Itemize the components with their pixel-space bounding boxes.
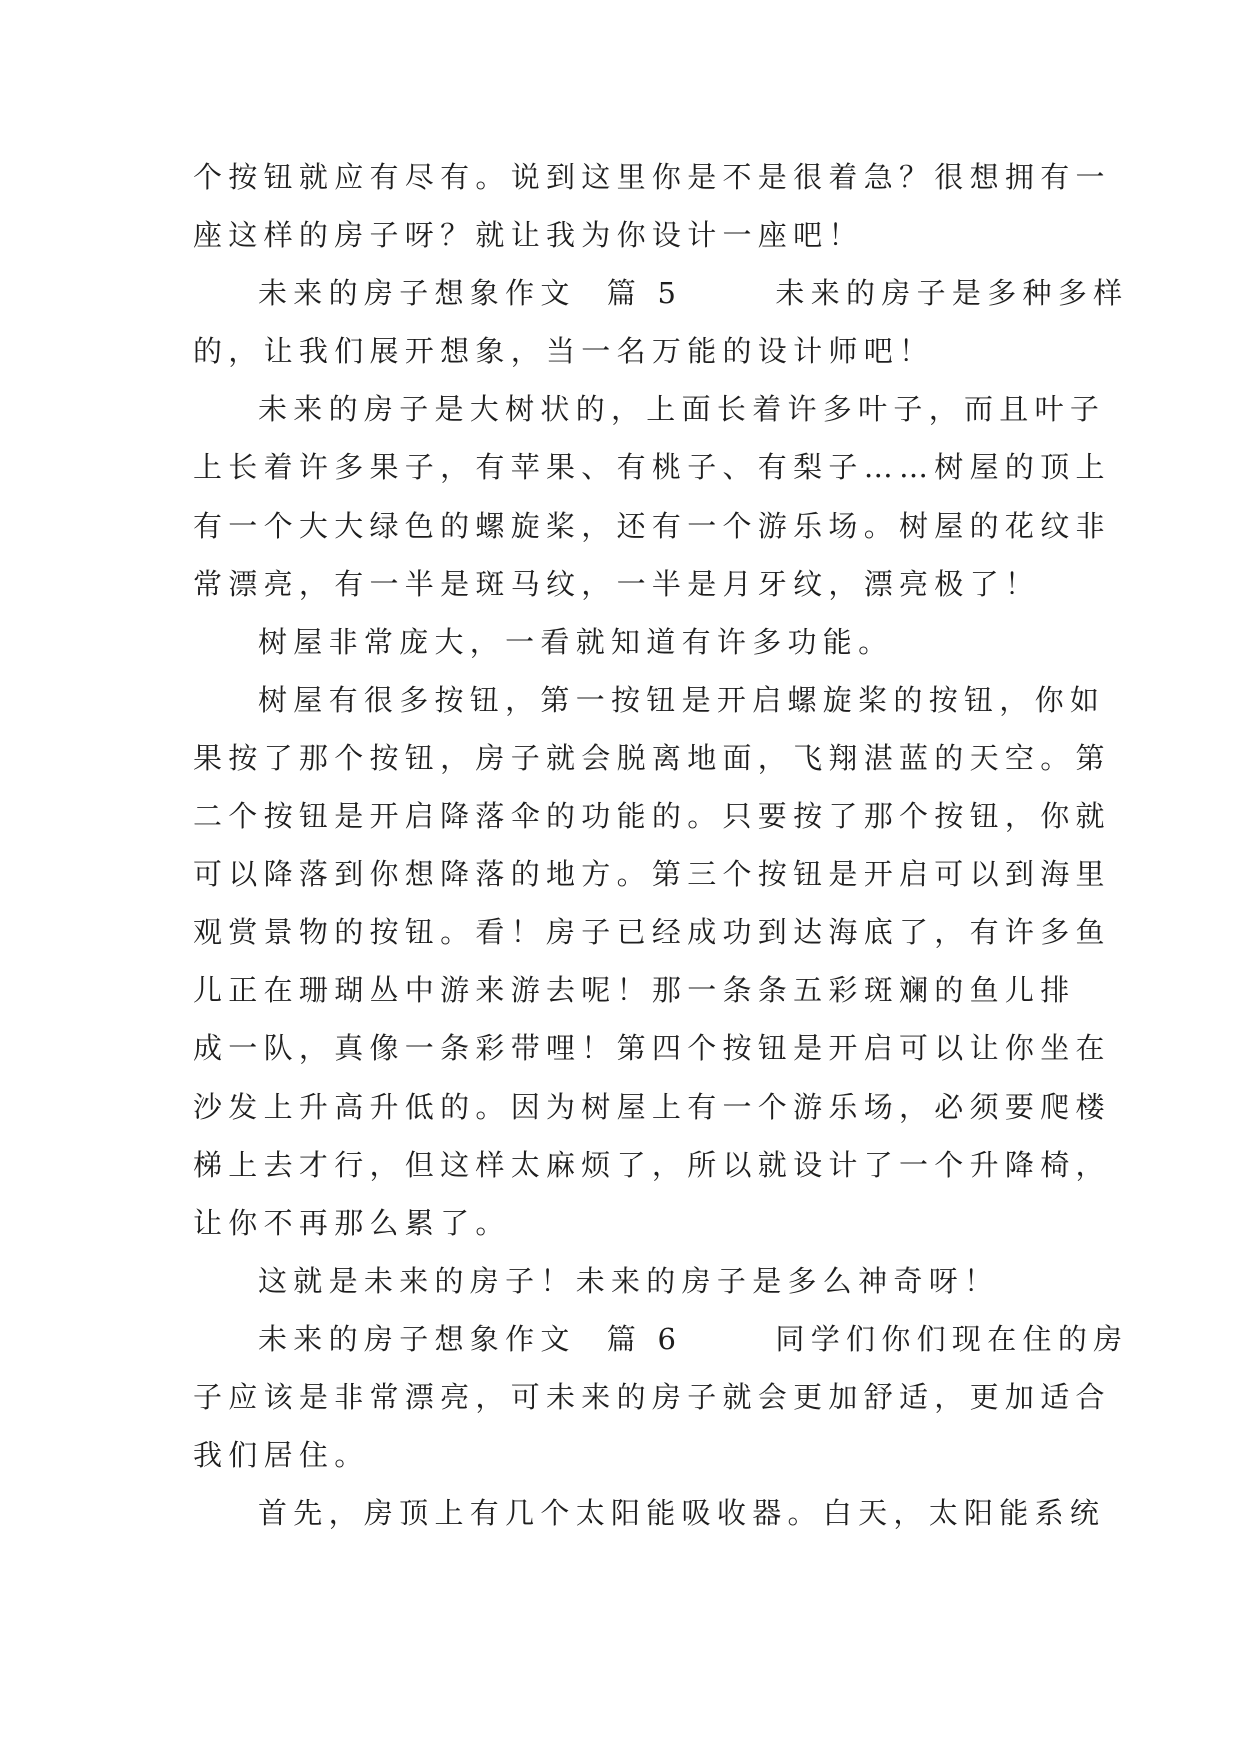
text-line: 有一个大大绿色的螺旋桨，还有一个游乐场。树屋的花纹非 [193, 508, 1111, 543]
text-line: 成一队，真像一条彩带哩！第四个按钮是开启可以让你坐在 [193, 1031, 1111, 1066]
section-heading-line: 未来的房子想象作文 篇 5 未来的房子是多种多样 [258, 276, 1129, 311]
paragraph-start-line: 这就是未来的房子！未来的房子是多么神奇呀！ [258, 1263, 1000, 1298]
text-line: 梯上去才行，但这样太麻烦了，所以就设计了一个升降椅， [193, 1147, 1111, 1182]
text-line: 果按了那个按钮，房子就会脱离地面，飞翔湛蓝的天空。第 [193, 740, 1111, 775]
text-line: 上长着许多果子，有苹果、有桃子、有梨子……树屋的顶上 [193, 450, 1111, 485]
paragraph-start-line: 首先，房顶上有几个太阳能吸收器。白天，太阳能系统 [258, 1496, 1106, 1531]
text-line: 我们居住。 [193, 1438, 370, 1473]
text-line: 子应该是非常漂亮，可未来的房子就会更加舒适，更加适合 [193, 1379, 1111, 1414]
text-line: 沙发上升高升低的。因为树屋上有一个游乐场，必须要爬楼 [193, 1089, 1111, 1124]
text-line: 二个按钮是开启降落伞的功能的。只要按了那个按钮，你就 [193, 799, 1111, 834]
text-line: 座这样的房子呀？就让我为你设计一座吧！ [193, 218, 864, 253]
text-line: 个按钮就应有尽有。说到这里你是不是很着急？很想拥有一 [193, 160, 1111, 194]
text-line: 可以降落到你想降落的地方。第三个按钮是开启可以到海里 [193, 857, 1111, 892]
text-line: 观赏景物的按钮。看！房子已经成功到达海底了，有许多鱼 [193, 915, 1111, 950]
paragraph-start-line: 树屋有很多按钮，第一按钮是开启螺旋桨的按钮，你如 [258, 682, 1106, 717]
paragraph-start-line: 树屋非常庞大，一看就知道有许多功能。 [258, 624, 894, 659]
text-line: 的，让我们展开想象，当一名万能的设计师吧！ [193, 334, 935, 369]
section-heading-line: 未来的房子想象作文 篇 6 同学们你们现在住的房 [258, 1321, 1129, 1356]
paragraph-start-line: 未来的房子是大树状的，上面长着许多叶子，而且叶子 [258, 392, 1106, 427]
text-line: 常漂亮，有一半是斑马纹，一半是月牙纹，漂亮极了！ [193, 566, 1041, 601]
text-line: 让你不再那么累了。 [193, 1205, 511, 1240]
document-body [193, 148, 1129, 1542]
text-line: 儿正在珊瑚丛中游来游去呢！那一条条五彩斑斓的鱼儿排 [193, 973, 1076, 1008]
